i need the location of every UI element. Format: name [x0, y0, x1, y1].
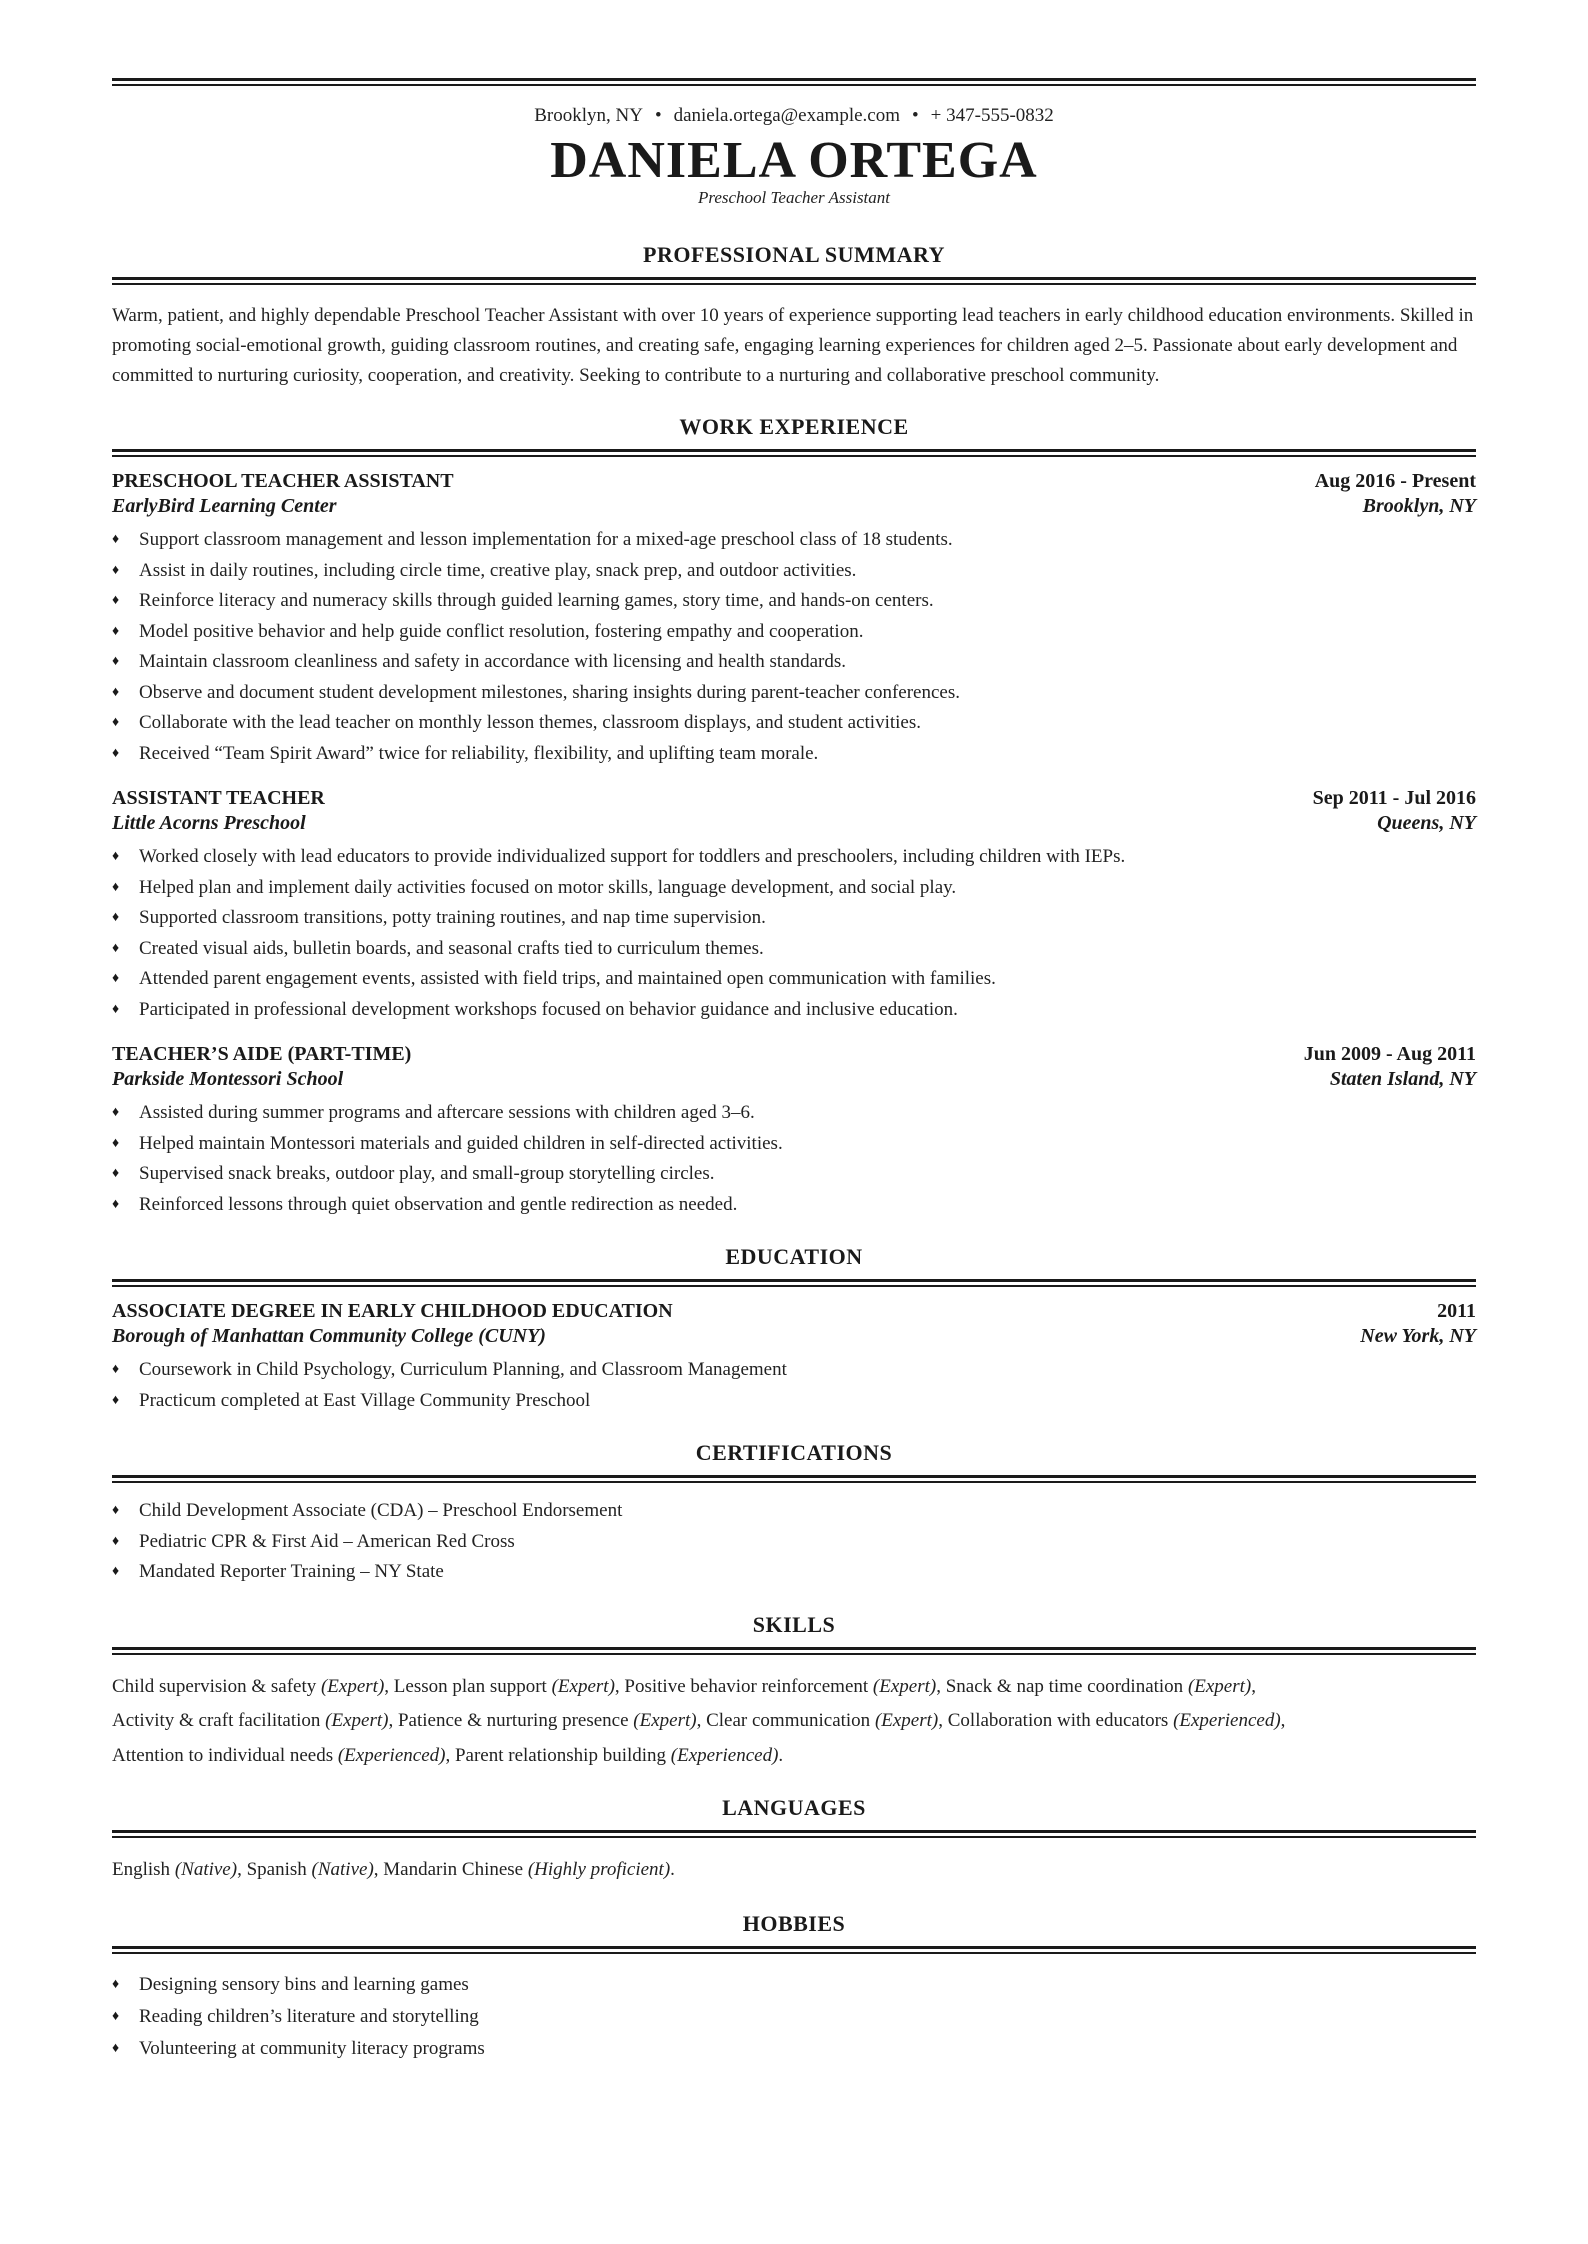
- skill-item: Activity & craft facilitation (Expert),: [112, 1710, 398, 1731]
- skill-item: Collaboration with educators (Experienced),: [947, 1710, 1286, 1731]
- diamond-bullet-icon: ♦: [112, 1001, 120, 1017]
- list-item: ♦ Reinforce literacy and numeracy skills through guided learning games, story time, and hands-on centers.: [112, 586, 1476, 617]
- list-item: ♦ Supported classroom transitions, potty training routines, and nap time supervision.: [112, 903, 1476, 934]
- skill-item: Clear communication (Expert),: [706, 1710, 948, 1731]
- section-certifications: [112, 1440, 1476, 1588]
- list-item: ♦ Helped plan and implement daily activities focused on motor skills, language development, and social play.: [112, 873, 1476, 904]
- diamond-bullet-icon: ♦: [112, 1503, 120, 1518]
- job-location: Brooklyn, NY: [1362, 495, 1476, 517]
- section-rule: [112, 449, 1476, 458]
- skill-item: Patience & nurturing presence (Expert),: [397, 1710, 707, 1731]
- skill-item: Positive behavior reinforcement (Expert),: [624, 1675, 946, 1697]
- diamond-bullet-icon: ♦: [112, 910, 120, 925]
- diamond-bullet-icon: ♦: [112, 1564, 120, 1579]
- job-bullets: [112, 525, 1476, 769]
- job-entry: [112, 1042, 1476, 1220]
- list-item: ♦ Maintain classroom cleanliness and safety in accordance with licensing and health standards.: [112, 647, 1476, 678]
- header-top-rule: [112, 78, 1476, 87]
- job-dates: Sep 2011 - Jul 2016: [1312, 787, 1476, 809]
- candidate-title: Preschool Teacher Assistant: [697, 188, 891, 207]
- bullet-separator-icon: •: [912, 105, 919, 126]
- diamond-bullet-icon: ♦: [112, 879, 120, 895]
- skill-item: Parent relationship building (Experienced).: [454, 1744, 784, 1766]
- list-item: ♦ Created visual aids, bulletin boards, and seasonal crafts tied to curriculum themes.: [112, 934, 1476, 965]
- job-dates: Aug 2016 - Present: [1314, 470, 1476, 492]
- diamond-bullet-icon: ♦: [112, 745, 120, 761]
- job-location: Queens, NY: [1377, 812, 1476, 834]
- candidate-name: DANIELA ORTEGA: [550, 132, 1038, 189]
- section-hobbies: [112, 1911, 1476, 2065]
- list-item: ♦ Model positive behavior and help guide conflict resolution, fostering empathy and cooperation.: [112, 617, 1476, 648]
- diamond-bullet-icon: ♦: [112, 1196, 120, 1212]
- diamond-bullet-icon: ♦: [112, 971, 120, 986]
- education-bullets: [112, 1355, 1476, 1416]
- diamond-bullet-icon: ♦: [112, 654, 120, 669]
- list-item: ♦ Reinforced lessons through quiet observation and gentle redirection as needed.: [112, 1190, 1476, 1221]
- list-item: ♦ Supervised snack breaks, outdoor play, and small-group storytelling circles.: [112, 1159, 1476, 1190]
- skills-list: [112, 1670, 1476, 1774]
- section-summary: [112, 242, 1476, 391]
- section-heading: CERTIFICATIONS: [695, 1440, 893, 1465]
- section-education: [112, 1244, 1476, 1416]
- diamond-bullet-icon: ♦: [112, 684, 120, 700]
- section-heading: EDUCATION: [725, 1244, 863, 1269]
- job-title: ASSISTANT TEACHER: [112, 787, 325, 809]
- section-work-experience: [112, 414, 1476, 1220]
- bullet-separator-icon: •: [654, 105, 662, 126]
- job-location: Staten Island, NY: [1329, 1068, 1476, 1090]
- school-name: Borough of Manhattan Community College (CUNY): [112, 1325, 546, 1347]
- degree-title: ASSOCIATE DEGREE IN EARLY CHILDHOOD EDUCATION: [112, 1300, 673, 1322]
- job-title: TEACHER’S AIDE (PART-TIME): [112, 1043, 412, 1065]
- job-company: Little Acorns Preschool: [112, 812, 306, 834]
- diamond-bullet-icon: ♦: [112, 1166, 120, 1181]
- list-item: ♦ Practicum completed at East Village Community Preschool: [112, 1386, 1476, 1417]
- contact-line: [112, 104, 1476, 128]
- diamond-bullet-icon: ♦: [112, 1392, 120, 1408]
- list-item: ♦ Designing sensory bins and learning games: [112, 1969, 1476, 2001]
- job-entry: [112, 786, 1476, 1025]
- job-company: Parkside Montessori School: [112, 1068, 344, 1090]
- section-heading: LANGUAGES: [722, 1795, 866, 1820]
- diamond-bullet-icon: ♦: [112, 532, 120, 547]
- section-heading: SKILLS: [752, 1611, 836, 1637]
- job-dates: Jun 2009 - Aug 2011: [1303, 1043, 1476, 1065]
- diamond-bullet-icon: ♦: [112, 623, 120, 639]
- school-location: New York, NY: [1360, 1325, 1476, 1347]
- list-item: ♦ Pediatric CPR & First Aid – American Red Cross: [112, 1527, 1476, 1558]
- diamond-bullet-icon: ♦: [112, 2041, 120, 2056]
- language-item: Mandarin Chinese (Highly proficient).: [383, 1859, 675, 1880]
- section-heading: HOBBIES: [742, 1911, 846, 1936]
- diamond-bullet-icon: ♦: [112, 1362, 120, 1377]
- contact-email[interactable]: daniela.ortega@example.com: [673, 105, 900, 126]
- language-item: English (Native),: [112, 1859, 247, 1880]
- job-bullets: [112, 1098, 1476, 1220]
- list-item: ♦ Support classroom management and lesson implementation for a mixed-age preschool class of 18 students.: [112, 525, 1476, 556]
- section-skills: [112, 1612, 1476, 1774]
- section-rule: [112, 1946, 1476, 1955]
- diamond-bullet-icon: ♦: [112, 593, 120, 608]
- list-item: ♦ Collaborate with the lead teacher on monthly lesson themes, classroom displays, and student activities.: [112, 708, 1476, 739]
- list-item: ♦ Received “Team Spirit Award” twice for reliability, flexibility, and uplifting team morale.: [112, 739, 1476, 770]
- job-bullets: [112, 842, 1476, 1025]
- resume-page: [112, 78, 1476, 2065]
- list-item: ♦ Assisted during summer programs and aftercare sessions with children aged 3–6.: [112, 1098, 1476, 1129]
- skill-item: Lesson plan support (Expert),: [393, 1675, 625, 1697]
- skill-item: Child supervision & safety (Expert),: [112, 1675, 394, 1697]
- job-company: EarlyBird Learning Center: [112, 495, 337, 517]
- list-item: ♦ Attended parent engagement events, assisted with field trips, and maintained open communication with families.: [112, 964, 1476, 995]
- contact-phone[interactable]: + 347-555-0832: [930, 105, 1054, 126]
- list-item: ♦ Worked closely with lead educators to provide individualized support for toddlers and preschoolers, including children with IEPs.: [112, 842, 1476, 873]
- section-heading: WORK EXPERIENCE: [679, 414, 909, 439]
- diamond-bullet-icon: ♦: [112, 715, 120, 730]
- hobbies-list: [112, 1969, 1476, 2065]
- graduation-year: 2011: [1437, 1300, 1476, 1322]
- diamond-bullet-icon: ♦: [112, 2009, 120, 2024]
- language-item: Spanish (Native),: [246, 1859, 384, 1880]
- section-rule: [112, 1647, 1476, 1656]
- job-entry: [112, 469, 1476, 769]
- diamond-bullet-icon: ♦: [112, 1533, 120, 1549]
- summary-text: Warm, patient, and highly dependable Preschool Teacher Assistant with over 10 years of experience supporting lead teachers in early childhood education environments. Skilled in promoting social-emotional growth, guiding classroom routines, and creating safe, engaging learning experiences for children aged 2–5. Passionate about early development and committed to nurturing curiosity, cooperation, and creativity. Seeking to contribute to a nurturing and collaborative preschool community.: [112, 305, 1474, 386]
- contact-location: Brooklyn, NY: [534, 105, 643, 126]
- section-heading: PROFESSIONAL SUMMARY: [643, 242, 945, 267]
- education-entry: [112, 1299, 1476, 1416]
- list-item: ♦ Reading children’s literature and storytelling: [112, 2001, 1476, 2033]
- list-item: ♦ Child Development Associate (CDA) – Preschool Endorsement: [112, 1496, 1476, 1527]
- list-item: ♦ Helped maintain Montessori materials and guided children in self-directed activities.: [112, 1129, 1476, 1160]
- skill-item: Snack & nap time coordination (Expert),: [945, 1675, 1256, 1697]
- section-rule: [112, 1830, 1476, 1839]
- list-item: ♦ Participated in professional development workshops focused on behavior guidance and inclusive education.: [112, 995, 1476, 1026]
- diamond-bullet-icon: ♦: [112, 849, 120, 864]
- section-rule: [112, 1279, 1476, 1288]
- languages-list: [112, 1855, 1476, 1885]
- list-item: ♦ Mandated Reporter Training – NY State: [112, 1557, 1476, 1588]
- list-item: ♦ Volunteering at community literacy programs: [112, 2033, 1476, 2065]
- diamond-bullet-icon: ♦: [112, 940, 120, 956]
- diamond-bullet-icon: ♦: [112, 562, 120, 578]
- skill-item: Attention to individual needs (Experienced),: [112, 1744, 455, 1766]
- diamond-bullet-icon: ♦: [112, 1105, 120, 1120]
- list-item: ♦ Observe and document student development milestones, sharing insights during parent-teacher conferences.: [112, 678, 1476, 709]
- diamond-bullet-icon: ♦: [112, 1977, 120, 1992]
- certification-list: [112, 1496, 1476, 1588]
- section-rule: [112, 277, 1476, 286]
- diamond-bullet-icon: ♦: [112, 1135, 120, 1151]
- job-title: PRESCHOOL TEACHER ASSISTANT: [112, 470, 454, 492]
- section-languages: [112, 1795, 1476, 1885]
- list-item: ♦ Assist in daily routines, including circle time, creative play, snack prep, and outdoor activities.: [112, 556, 1476, 587]
- section-rule: [112, 1475, 1476, 1484]
- list-item: ♦ Coursework in Child Psychology, Curriculum Planning, and Classroom Management: [112, 1355, 1476, 1386]
